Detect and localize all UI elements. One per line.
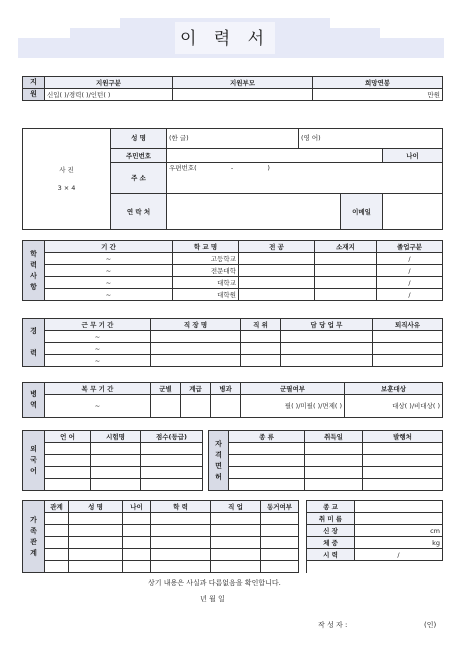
family-cell[interactable] [261, 513, 299, 525]
family-cell[interactable] [123, 525, 151, 537]
spacer [355, 561, 443, 573]
personal-table [22, 128, 443, 230]
family-cell[interactable] [69, 513, 123, 525]
career-company-cell[interactable] [151, 355, 241, 367]
mil-branch-header: 군별 [151, 383, 181, 395]
family-cell[interactable] [69, 561, 123, 573]
height-value[interactable]: cm [355, 525, 443, 537]
license-cell[interactable] [305, 467, 363, 479]
family-cell[interactable] [211, 525, 261, 537]
edu-major-cell[interactable] [239, 277, 315, 289]
mil-specialty-cell[interactable] [211, 395, 241, 418]
lang-cell[interactable] [141, 443, 203, 455]
military-table [22, 382, 443, 418]
education-section-label: 학 력 사 항 [23, 241, 45, 301]
apply-dept-value[interactable] [173, 89, 313, 101]
career-period-header: 근 무 기 간 [45, 319, 151, 331]
family-age-header: 나이 [123, 501, 151, 513]
mil-period-cell[interactable]: ~ [45, 395, 151, 418]
table-row [23, 513, 443, 525]
table-row [23, 455, 203, 467]
family-cell[interactable] [211, 513, 261, 525]
edu-major-cell[interactable] [239, 265, 315, 277]
apply-table [22, 76, 443, 101]
family-cell[interactable] [261, 525, 299, 537]
lang-cell[interactable] [141, 479, 203, 491]
religion-label: 종 교 [307, 501, 355, 513]
license-issuer-header: 발행처 [363, 431, 443, 443]
edu-major-header: 전 공 [239, 241, 315, 253]
contact-label: 연 락 처 [111, 194, 167, 230]
lang-cell[interactable] [141, 467, 203, 479]
career-company-header: 직 장 명 [151, 319, 241, 331]
apply-dept-header: 지원부모 [173, 77, 313, 89]
career-reason-cell[interactable] [373, 331, 443, 343]
edu-location-cell[interactable] [315, 277, 377, 289]
height-label: 신 장 [307, 525, 355, 537]
table-row [23, 537, 443, 549]
photo-box [23, 129, 111, 230]
career-company-cell[interactable] [151, 343, 241, 355]
edu-school-cell[interactable]: 전문대학 [173, 265, 239, 277]
license-cell[interactable] [229, 443, 305, 455]
eyesight-value[interactable]: / [355, 549, 443, 561]
family-cell[interactable] [123, 549, 151, 561]
veteran-header: 보훈대상 [345, 383, 443, 395]
family-cell[interactable] [69, 525, 123, 537]
career-position-header: 직 위 [241, 319, 281, 331]
career-reason-header: 퇴직사유 [373, 319, 443, 331]
career-duty-cell[interactable] [281, 355, 373, 367]
table-row [23, 467, 203, 479]
family-cell[interactable] [45, 513, 69, 525]
lang-score-header: 점수(등급) [141, 431, 203, 443]
license-section-label: 자 격 면 허 [209, 431, 229, 491]
edu-school-cell[interactable]: 대학교 [173, 277, 239, 289]
table-row [23, 479, 203, 491]
spacer [307, 561, 355, 573]
family-cell[interactable] [211, 537, 261, 549]
page-title: 이 력 서 [175, 22, 275, 54]
family-cell[interactable] [45, 537, 69, 549]
edu-period-cell[interactable]: ~ [45, 253, 173, 265]
family-cohabit-header: 동거여부 [261, 501, 299, 513]
edu-major-cell[interactable] [239, 289, 315, 301]
lang-cell[interactable] [45, 455, 91, 467]
family-cell[interactable] [211, 561, 261, 573]
postal-dash: - [230, 164, 234, 173]
family-cell[interactable] [45, 549, 69, 561]
seal-mark: (인) [424, 621, 437, 629]
family-cell[interactable] [151, 537, 211, 549]
mil-status-header: 군필여부 [241, 383, 345, 395]
family-cell[interactable] [261, 561, 299, 573]
edu-graduation-cell[interactable]: / [377, 289, 443, 301]
career-duty-cell[interactable] [281, 331, 373, 343]
family-cell[interactable] [261, 537, 299, 549]
email-field[interactable] [383, 194, 443, 230]
family-gap [299, 501, 307, 573]
career-duty-cell[interactable] [281, 343, 373, 355]
salary-value[interactable]: 만원 [313, 89, 443, 101]
edu-school-cell[interactable]: 고등학교 [173, 253, 239, 265]
family-job-header: 직 업 [211, 501, 261, 513]
postal-label: 우편번호( [169, 164, 197, 173]
lang-cell[interactable] [91, 455, 141, 467]
lang-cell[interactable] [91, 443, 141, 455]
edu-location-cell[interactable] [315, 253, 377, 265]
hobby-value[interactable] [355, 513, 443, 525]
lang-cell[interactable] [141, 455, 203, 467]
license-cell[interactable] [363, 443, 443, 455]
lang-cell[interactable] [91, 467, 141, 479]
eyesight-label: 시 력 [307, 549, 355, 561]
edu-period-cell[interactable]: ~ [45, 289, 173, 301]
family-cell[interactable] [123, 513, 151, 525]
family-section-label: 가 족 관 계 [23, 501, 45, 573]
mil-rank-header: 계급 [181, 383, 211, 395]
table-row [23, 277, 443, 289]
apply-type-value[interactable]: 신입( )/경력( )/인턴( ) [45, 89, 173, 101]
email-label: 이메일 [341, 194, 383, 230]
contact-field[interactable] [167, 194, 341, 230]
family-cell[interactable] [151, 513, 211, 525]
mil-status-cell[interactable]: 필( )/미필( )/면제( ) [241, 395, 345, 418]
career-reason-cell[interactable] [373, 355, 443, 367]
family-cell[interactable] [123, 561, 151, 573]
mil-specialty-header: 병과 [211, 383, 241, 395]
family-table [22, 500, 443, 573]
career-period-cell[interactable]: ~ [45, 331, 151, 343]
hobby-label: 취 미 름 [307, 513, 355, 525]
postal-close: ) [267, 164, 270, 173]
edu-location-cell[interactable] [315, 289, 377, 301]
career-reason-cell[interactable] [373, 343, 443, 355]
family-cell[interactable] [45, 561, 69, 573]
lang-test-header: 시험명 [91, 431, 141, 443]
table-row [23, 331, 443, 343]
lang-cell[interactable] [45, 479, 91, 491]
career-position-cell[interactable] [241, 331, 281, 343]
declaration-text: 상기 내용은 사실과 다름없음을 확인합니다. [148, 579, 281, 587]
edu-location-header: 소재지 [315, 241, 377, 253]
mil-period-header: 복 무 기 간 [45, 383, 151, 395]
table-row [209, 455, 443, 467]
license-cell[interactable] [229, 467, 305, 479]
writer-label: 작 성 자 : [318, 621, 348, 629]
edu-period-header: 기 간 [45, 241, 173, 253]
table-row [209, 443, 443, 455]
career-period-cell[interactable]: ~ [45, 355, 151, 367]
address-field[interactable] [167, 163, 443, 194]
weight-label: 체 중 [307, 537, 355, 549]
edu-school-cell[interactable]: 대학원 [173, 289, 239, 301]
name-label: 성 명 [111, 129, 167, 149]
mil-branch-cell[interactable] [151, 395, 181, 418]
license-cell[interactable] [229, 455, 305, 467]
table-row [23, 525, 443, 537]
id-field[interactable] [167, 148, 383, 163]
lang-name-header: 언 어 [45, 431, 91, 443]
veteran-cell[interactable]: 대상( )/비대상( ) [345, 395, 443, 418]
language-section-label: 외 국 어 [23, 431, 45, 491]
edu-graduation-cell[interactable]: / [377, 265, 443, 277]
license-cell[interactable] [363, 479, 443, 491]
license-cell[interactable] [305, 443, 363, 455]
family-cell[interactable] [69, 549, 123, 561]
edu-period-cell[interactable]: ~ [45, 265, 173, 277]
edu-period-cell[interactable]: ~ [45, 277, 173, 289]
education-table [22, 240, 443, 301]
table-row [23, 561, 443, 573]
table-row [23, 343, 443, 355]
family-cell[interactable] [123, 537, 151, 549]
license-table [208, 430, 443, 491]
apply-label-1: 지 [23, 77, 45, 89]
career-table [22, 318, 443, 367]
career-position-cell[interactable] [241, 355, 281, 367]
table-row [23, 443, 203, 455]
table-row [23, 253, 443, 265]
license-cell[interactable] [305, 479, 363, 491]
edu-graduation-cell[interactable]: / [377, 277, 443, 289]
license-cell[interactable] [363, 455, 443, 467]
career-position-cell[interactable] [241, 343, 281, 355]
lang-cell[interactable] [45, 467, 91, 479]
table-row [209, 467, 443, 479]
address-label: 주 소 [111, 163, 167, 194]
table-row [23, 265, 443, 277]
id-label: 주민번호 [111, 148, 167, 163]
license-cell[interactable] [229, 479, 305, 491]
career-period-cell[interactable]: ~ [45, 343, 151, 355]
family-cell[interactable] [69, 537, 123, 549]
table-row [23, 289, 443, 301]
license-type-header: 종 류 [229, 431, 305, 443]
family-cell[interactable] [151, 561, 211, 573]
career-duty-header: 담 당 업 무 [281, 319, 373, 331]
edu-major-cell[interactable] [239, 253, 315, 265]
family-name-header: 성 명 [69, 501, 123, 513]
family-cell[interactable] [211, 549, 261, 561]
table-row [23, 549, 443, 561]
lang-cell[interactable] [45, 443, 91, 455]
family-education-header: 학 력 [151, 501, 211, 513]
table-row [23, 355, 443, 367]
family-cell[interactable] [151, 525, 211, 537]
religion-value[interactable] [355, 501, 443, 513]
family-cell[interactable] [45, 525, 69, 537]
apply-label-2: 원 [23, 89, 45, 101]
military-section-label: 병 역 [23, 383, 45, 418]
name-english-field[interactable]: (영 어) [299, 129, 443, 149]
date-line: 년 월 일 [200, 595, 225, 603]
license-date-header: 취득일 [305, 431, 363, 443]
lang-cell[interactable] [91, 479, 141, 491]
family-cell[interactable] [151, 549, 211, 561]
language-table [22, 430, 203, 491]
edu-school-header: 학 교 명 [173, 241, 239, 253]
edu-location-cell[interactable] [315, 265, 377, 277]
salary-header: 희망연봉 [313, 77, 443, 89]
license-cell[interactable] [363, 467, 443, 479]
family-relation-header: 관계 [45, 501, 69, 513]
family-cell[interactable] [261, 549, 299, 561]
photo-size: 3 × 4 [57, 184, 76, 192]
edu-graduation-cell[interactable]: / [377, 253, 443, 265]
age-label: 나이 [383, 148, 443, 163]
apply-type-header: 지원구분 [45, 77, 173, 89]
table-row [209, 479, 443, 491]
career-section-label: 경 력 [23, 319, 45, 367]
mil-rank-cell[interactable] [181, 395, 211, 418]
weight-value[interactable]: kg [355, 537, 443, 549]
license-cell[interactable] [305, 455, 363, 467]
photo-label: 사 진 [59, 166, 74, 174]
edu-graduation-header: 졸업구분 [377, 241, 443, 253]
name-korean-field[interactable]: (한 글) [167, 129, 299, 149]
career-company-cell[interactable] [151, 331, 241, 343]
